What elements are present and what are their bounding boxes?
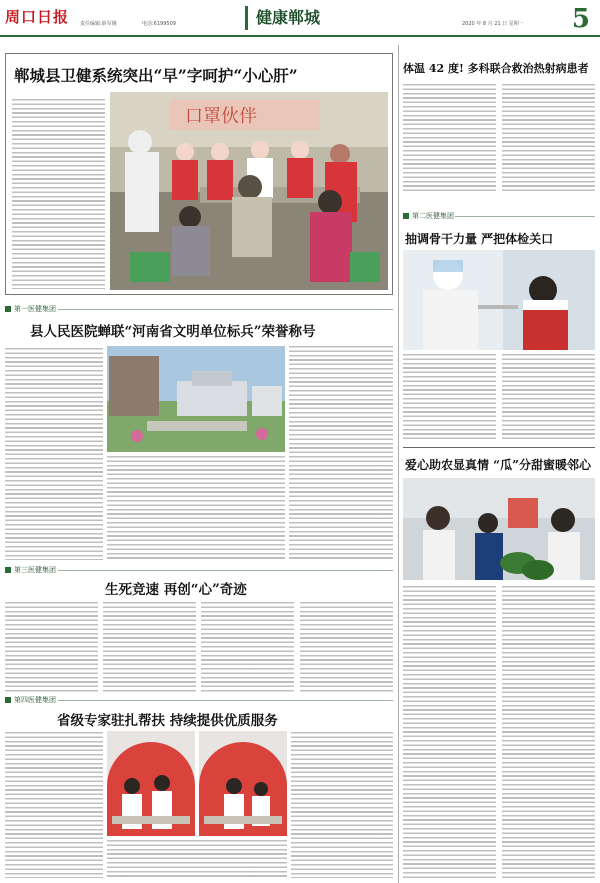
group4-body-left (5, 732, 103, 878)
section-title: 健康郸城 (245, 6, 355, 30)
header-rule (0, 35, 600, 37)
farm-photo (403, 478, 595, 580)
group1-photo (107, 346, 285, 452)
group1-tag (5, 303, 59, 314)
main-body-text (12, 99, 105, 289)
column-rule (398, 45, 399, 883)
group2-headline: 抽调骨干力量 严把体检关口 (405, 232, 554, 246)
page-number: 5 (571, 4, 590, 34)
section-marker-icon (5, 697, 11, 703)
farm-headline: 爱心助农显真情 “瓜”分甜蜜暖邻心 (405, 458, 591, 472)
farm-body-right (502, 586, 595, 878)
section-marker-icon (5, 567, 11, 573)
group3-body-4 (300, 602, 393, 692)
group2-photo (403, 250, 595, 350)
editor-credit: 责任编辑:薛军娥 (80, 21, 117, 27)
group1-body-left (5, 348, 103, 560)
group4-body-mid (107, 840, 287, 878)
group4-tag (5, 694, 59, 705)
group2-body-left (403, 354, 496, 440)
group3-headline: 生死竞速 再创“心”奇迹 (105, 582, 247, 598)
group4-photo-right (199, 731, 287, 836)
section-marker-icon (403, 213, 409, 219)
group3-tag (5, 564, 59, 575)
group1-tag-rule (58, 309, 393, 310)
group3-tag-rule (58, 570, 393, 571)
group1-tag-label: 第一医健集团 (14, 304, 56, 313)
group3-body-3 (201, 602, 294, 692)
farm-top-rule (403, 447, 595, 448)
group4-headline: 省级专家驻扎帮扶 持续提供优质服务 (57, 713, 278, 729)
group1-headline: 县人民医院蝉联“河南省文明单位标兵”荣誉称号 (30, 324, 316, 340)
group2-body-right (502, 354, 595, 440)
svg-text:口罩伙伴: 口罩伙伴 (185, 106, 257, 127)
section-marker-icon (5, 306, 11, 312)
group3-body-2 (103, 602, 196, 692)
farm-body-left (403, 586, 496, 878)
page-header (0, 0, 600, 38)
main-photo (110, 92, 388, 290)
group3-tag-label: 第三医健集团 (14, 565, 56, 574)
issue-date: 2020 年 8 月 21 日 星期一 (462, 21, 524, 27)
group1-body-right (289, 346, 393, 560)
group1-body-mid (107, 456, 285, 560)
main-headline: 郸城县卫健系统突出“早”字呵护“小心肝” (14, 66, 298, 85)
heatstroke-headline: 体温 42 度! 多科联合救治热射病患者 (403, 62, 589, 75)
phone-credit: 电话:6199509 (142, 21, 176, 27)
group4-body-right (291, 732, 393, 878)
group4-photo-left (107, 731, 195, 836)
group4-tag-rule (58, 700, 393, 701)
masthead: 周口日报 (5, 8, 70, 26)
group2-tag-rule (455, 216, 595, 217)
group2-tag (403, 210, 457, 221)
group4-tag-label: 第四医健集团 (14, 695, 56, 704)
heatstroke-body-left (403, 84, 496, 194)
heatstroke-body-right (502, 84, 595, 194)
group3-body-1 (5, 602, 98, 692)
group2-tag-label: 第二医健集团 (412, 211, 454, 220)
